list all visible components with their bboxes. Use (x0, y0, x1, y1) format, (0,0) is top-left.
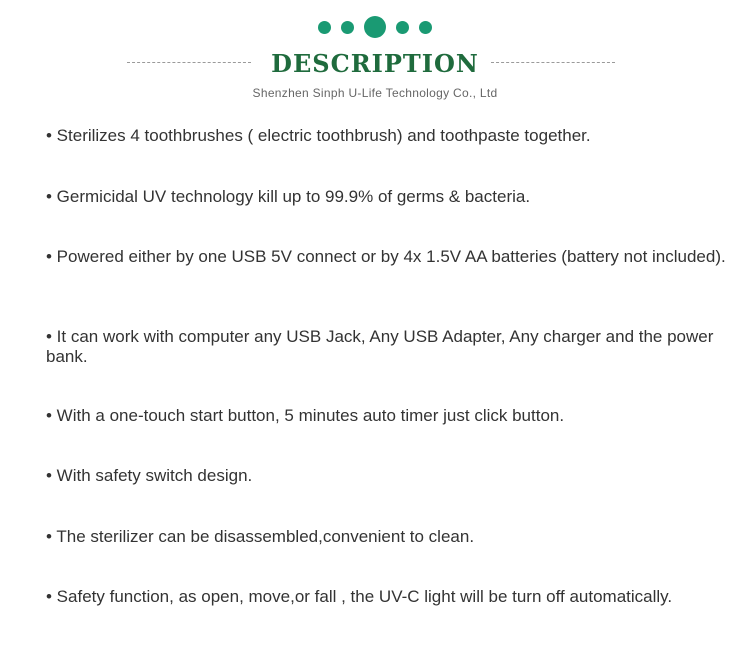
feature-item: • Safety function, as open, move,or fall , the UV-C light will be turn off automatically. (46, 587, 673, 606)
dot-icon (341, 21, 354, 34)
feature-item: • It can work with computer any USB Jack, Any USB Adapter, Any charger and the power bank. (46, 327, 714, 366)
page-title: DESCRIPTION (271, 49, 479, 78)
feature-item: • The sterilizer can be disassembled,convenient to clean. (46, 527, 475, 546)
feature-item: • Sterilizes 4 toothbrushes ( electric toothbrush) and toothpaste together. (46, 126, 591, 145)
feature-item: • With safety switch design. (46, 466, 253, 485)
title-row (0, 46, 750, 82)
dashed-divider-left (127, 62, 251, 63)
decorative-dots (0, 14, 750, 40)
dot-icon (419, 21, 432, 34)
company-name: Shenzhen Sinph U-Life Technology Co., Ltd (252, 86, 498, 100)
feature-item: • With a one-touch start button, 5 minutes auto timer just click button. (46, 406, 565, 425)
feature-item: • Germicidal UV technology kill up to 99.9% of germs & bacteria. (46, 187, 531, 206)
dot-icon (396, 21, 409, 34)
dot-icon (364, 16, 386, 38)
feature-item: • Powered either by one USB 5V connect or by 4x 1.5V AA batteries (battery not included). (46, 247, 726, 266)
dot-icon (318, 21, 331, 34)
dashed-divider-right (491, 62, 615, 63)
